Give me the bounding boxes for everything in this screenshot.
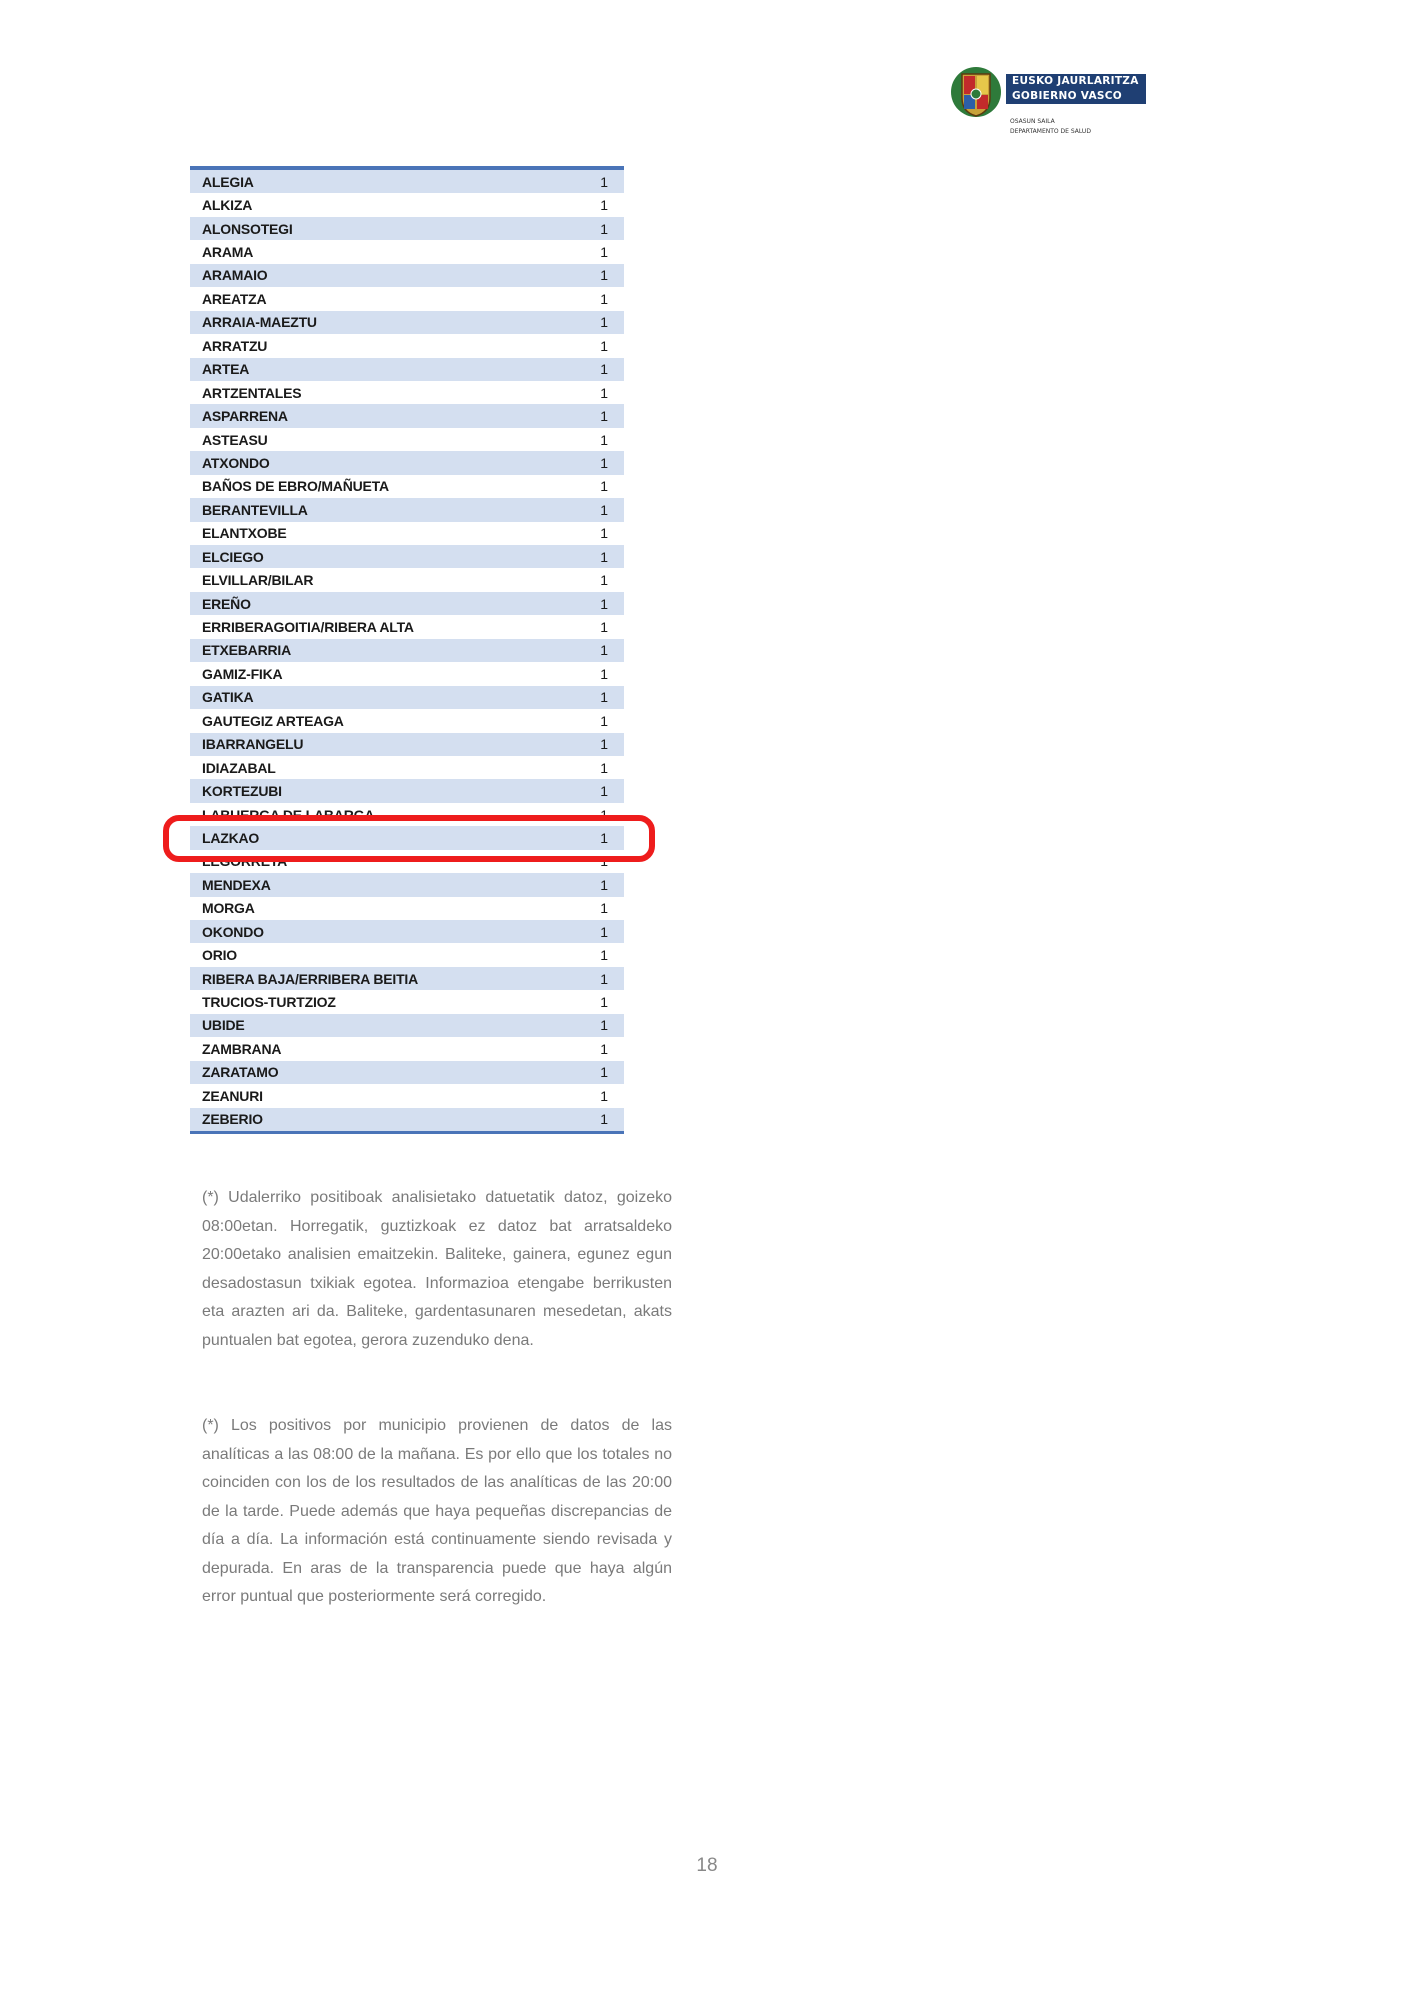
note-basque: (*) Udalerriko positiboak analisietako datuetatik datoz, goizeko 08:00etan. Horregatik, guztizkoak ez datoz bat arratsaldeko 20:00etako analisien emaitzekin. Baliteke, gainera, egunez egun desadostasun txikiak egotea. Informazioa etengabe berrikusten eta arazten ari da. Baliteke, gardentasunaren mesedetan, akats puntualen bat egotea, gerora zuzenduko dena.	[202, 1189, 672, 1349]
positive-count: 1	[600, 431, 608, 448]
municipality-name: ARTZENTALES	[202, 384, 302, 401]
municipality-name: ATXONDO	[202, 454, 270, 471]
table-row	[190, 404, 624, 427]
table-row	[190, 756, 624, 779]
positive-count: 1	[600, 1040, 608, 1057]
municipality-table	[190, 166, 624, 1134]
table-row	[190, 451, 624, 474]
positive-count: 1	[600, 197, 608, 214]
positive-count: 1	[600, 1087, 608, 1104]
note-spanish: (*) Los positivos por municipio provienen de datos de las analíticas a las 08:00 de la mañana. Es por ello que los totales no coinciden con los de los resultados de las analíticas de las 20:00 de la tarde. Puede además que haya pequeñas discrepancias de día a día. La información está continuamente siendo revisada y depurada. En aras de la transparencia puede que haya algún error puntual que posteriormente será corregido.	[202, 1417, 672, 1605]
positive-count: 1	[600, 1111, 608, 1128]
municipality-name: ALKIZA	[202, 197, 253, 214]
municipality-name: MENDEXA	[202, 876, 271, 893]
municipality-name: UBIDE	[202, 1017, 245, 1034]
table-row	[190, 311, 624, 334]
positive-count: 1	[600, 829, 608, 846]
municipality-name: OKONDO	[202, 923, 264, 940]
municipality-name: LEGORRETA	[202, 853, 288, 870]
positive-count: 1	[600, 408, 608, 425]
municipality-name: ZAMBRANA	[202, 1040, 282, 1057]
table-row	[190, 264, 624, 287]
table-row	[190, 358, 624, 381]
table-row	[190, 615, 624, 638]
municipality-name: LAZKAO	[202, 829, 260, 846]
municipality-name: GAUTEGIZ ARTEAGA	[202, 712, 344, 729]
positive-count: 1	[600, 548, 608, 565]
table-bottom-rule	[190, 1131, 624, 1134]
positive-count: 1	[600, 947, 608, 964]
municipality-name: GATIKA	[202, 689, 254, 706]
table-row	[190, 897, 624, 920]
table-row	[190, 1108, 624, 1131]
page-number: 18	[696, 1855, 718, 1876]
government-logo	[950, 62, 1150, 142]
municipality-name: RIBERA BAJA/ERRIBERA BEITIA	[202, 970, 419, 987]
municipality-name: ELVILLAR/BILAR	[202, 572, 314, 589]
municipality-name: LABUERGA DE LABARGA	[202, 806, 375, 823]
positive-count: 1	[600, 478, 608, 495]
municipality-name: ETXEBARRIA	[202, 642, 292, 659]
municipality-name: IBARRANGELU	[202, 736, 304, 753]
municipality-name: ERRIBERAGOITIA/RIBERA ALTA	[202, 619, 414, 636]
table-row	[190, 287, 624, 310]
municipality-name: ALEGIA	[202, 173, 254, 190]
table-row	[190, 733, 624, 756]
table-row	[190, 920, 624, 943]
highlight-box	[163, 815, 655, 862]
table-row	[190, 545, 624, 568]
table-row	[190, 779, 624, 802]
positive-count: 1	[600, 712, 608, 729]
table-row	[190, 967, 624, 990]
table-row	[190, 193, 624, 216]
table-row	[190, 686, 624, 709]
municipality-name: ELANTXOBE	[202, 525, 287, 542]
table-row	[190, 943, 624, 966]
positive-count: 1	[600, 806, 608, 823]
positive-count: 1	[600, 900, 608, 917]
positive-count: 1	[600, 525, 608, 542]
positive-count: 1	[600, 853, 608, 870]
table-row	[190, 709, 624, 732]
positive-count: 1	[600, 173, 608, 190]
table-row	[190, 1061, 624, 1084]
positive-count: 1	[600, 1064, 608, 1081]
logo-line-basque: EUSKO JAURLARITZA	[1012, 75, 1139, 87]
positive-count: 1	[600, 970, 608, 987]
table-row	[190, 1037, 624, 1060]
positive-count: 1	[600, 314, 608, 331]
table-row	[190, 522, 624, 545]
municipality-name: BERANTEVILLA	[202, 501, 308, 518]
positive-count: 1	[600, 994, 608, 1011]
positive-count: 1	[600, 619, 608, 636]
table-row	[190, 428, 624, 451]
positive-count: 1	[600, 736, 608, 753]
municipality-name: ZEANURI	[202, 1087, 263, 1104]
table-row	[190, 662, 624, 685]
positive-count: 1	[600, 384, 608, 401]
table-row	[190, 1084, 624, 1107]
municipality-name: ZARATAMO	[202, 1064, 279, 1081]
positive-count: 1	[600, 220, 608, 237]
municipality-name: TRUCIOS-TURTZIOZ	[202, 994, 336, 1011]
municipality-name: EREÑO	[202, 595, 251, 612]
table-row	[190, 498, 624, 521]
table-row	[190, 217, 624, 240]
table-row	[190, 990, 624, 1013]
logo-line-spanish: GOBIERNO VASCO	[1012, 90, 1123, 102]
table-row	[190, 873, 624, 896]
positive-count: 1	[600, 783, 608, 800]
municipality-name: IDIAZABAL	[202, 759, 276, 776]
municipality-name: MORGA	[202, 900, 255, 917]
department-line-basque: OSASUN SAILA	[1010, 118, 1055, 125]
table-body	[190, 170, 624, 1131]
municipality-name: ZEBERIO	[202, 1111, 263, 1128]
logo-banner	[1006, 74, 1146, 104]
municipality-name: GAMIZ-FIKA	[202, 665, 283, 682]
positive-count: 1	[600, 595, 608, 612]
positive-count: 1	[600, 337, 608, 354]
positive-count: 1	[600, 689, 608, 706]
municipality-name: ASPARRENA	[202, 408, 288, 425]
positive-count: 1	[600, 501, 608, 518]
positive-count: 1	[600, 642, 608, 659]
positive-count: 1	[600, 759, 608, 776]
positive-count: 1	[600, 454, 608, 471]
table-row	[190, 170, 624, 193]
table-row	[190, 568, 624, 591]
municipality-name: ARAMAIO	[202, 267, 268, 284]
municipality-name: ARRATZU	[202, 337, 268, 354]
municipality-name: ARAMA	[202, 244, 254, 261]
municipality-name: ELCIEGO	[202, 548, 264, 565]
municipality-name: ORIO	[202, 947, 237, 964]
table-row	[190, 381, 624, 404]
table-row	[190, 592, 624, 615]
positive-count: 1	[600, 267, 608, 284]
table-row	[190, 334, 624, 357]
positive-count: 1	[600, 290, 608, 307]
positive-count: 1	[600, 923, 608, 940]
department-line-spanish: DEPARTAMENTO DE SALUD	[1010, 128, 1091, 135]
coat-of-arms-icon	[950, 64, 1002, 120]
municipality-name: ARTEA	[202, 361, 250, 378]
municipality-name: BAÑOS DE EBRO/MAÑUETA	[202, 478, 389, 495]
municipality-name: ASTEASU	[202, 431, 268, 448]
table-row	[190, 475, 624, 498]
municipality-name: KORTEZUBI	[202, 783, 282, 800]
positive-count: 1	[600, 1017, 608, 1034]
positive-count: 1	[600, 244, 608, 261]
municipality-name: AREATZA	[202, 290, 267, 307]
municipality-name: ALONSOTEGI	[202, 220, 293, 237]
municipality-name: ARRAIA-MAEZTU	[202, 314, 317, 331]
positive-count: 1	[600, 572, 608, 589]
table-row	[190, 1014, 624, 1037]
table-row	[190, 240, 624, 263]
positive-count: 1	[600, 876, 608, 893]
positive-count: 1	[600, 361, 608, 378]
positive-count: 1	[600, 665, 608, 682]
table-row	[190, 639, 624, 662]
